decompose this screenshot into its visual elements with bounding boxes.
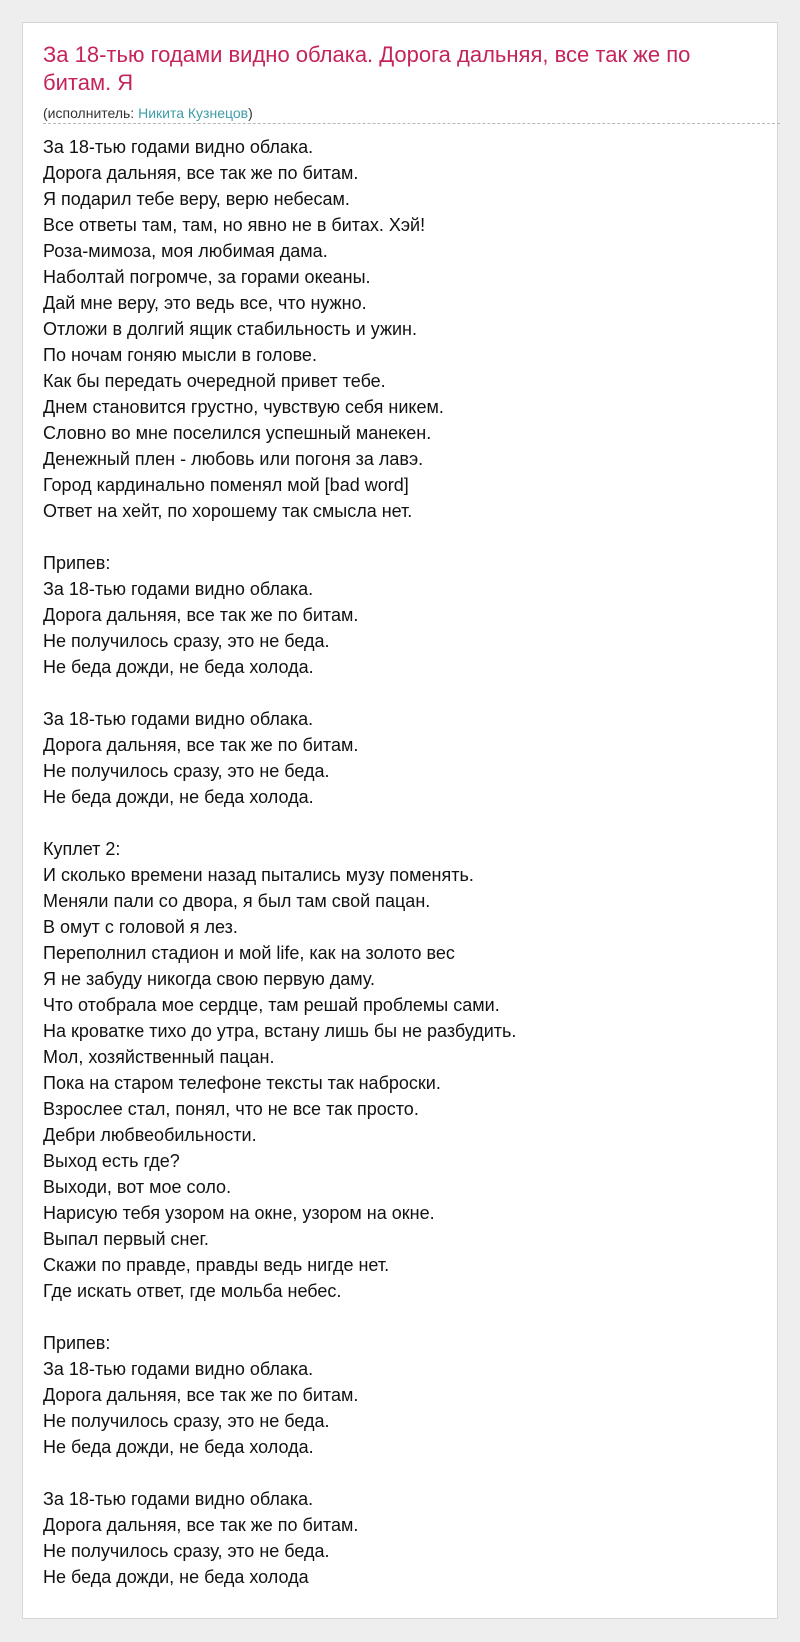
lyrics-line: Припев:	[43, 1333, 111, 1353]
lyrics-line: Не получилось сразу, это не беда.	[43, 631, 330, 651]
lyrics-line: Пока на старом телефоне тексты так наброски.	[43, 1073, 441, 1093]
lyrics-line: Мол, хозяйственный пацан.	[43, 1047, 275, 1067]
lyrics-line: И сколько времени назад пытались музу поменять.	[43, 865, 474, 885]
title-divider	[43, 123, 780, 124]
lyrics-line: Припев:	[43, 553, 111, 573]
lyrics-line: Денежный плен - любовь или погоня за лавэ.	[43, 449, 424, 469]
lyrics-blank-line	[43, 810, 743, 836]
lyrics-line: Переполнил стадион и мой life, как на золото вес	[43, 943, 455, 963]
lyrics-line: Взрослее стал, понял, что не все так просто.	[43, 1099, 419, 1119]
lyrics-line: Днем становится грустно, чувствую себя никем.	[43, 397, 444, 417]
lyrics-line: За 18-тью годами видно облака.	[43, 579, 314, 599]
lyrics-line: Не беда дожди, не беда холода.	[43, 657, 314, 677]
lyrics-line: Я подарил тебе веру, верю небесам.	[43, 189, 350, 209]
lyrics-line: Не беда дожди, не беда холода.	[43, 787, 314, 807]
lyrics-line: В омут с головой я лез.	[43, 917, 238, 937]
lyrics-line: Дорога дальняя, все так же по битам.	[43, 735, 359, 755]
lyrics-line: Не беда дожди, не беда холода.	[43, 1437, 314, 1457]
lyrics-line: За 18-тью годами видно облака.	[43, 137, 314, 157]
lyrics-line: Дорога дальняя, все так же по битам.	[43, 163, 359, 183]
lyrics-line: Меняли пали со двора, я был там свой пацан.	[43, 891, 431, 911]
lyrics-blank-line	[43, 680, 743, 706]
performer-link[interactable]: Никита Кузнецов	[138, 105, 249, 121]
lyrics-line: Куплет 2:	[43, 839, 121, 859]
lyrics-line: Словно во мне поселился успешный манекен.	[43, 423, 432, 443]
lyrics-line: Выход есть где?	[43, 1151, 180, 1171]
lyrics-line: Что отобрала мое сердце, там решай проблемы сами.	[43, 995, 500, 1015]
lyrics-line: Где искать ответ, где мольба небес.	[43, 1281, 342, 1301]
lyrics-line: Дорога дальняя, все так же по битам.	[43, 605, 359, 625]
performer-line	[43, 104, 253, 122]
lyrics-line: За 18-тью годами видно облака.	[43, 1489, 314, 1509]
lyrics-line: Не получилось сразу, это не беда.	[43, 761, 330, 781]
lyrics-line: Город кардинально поменял мой [bad word]	[43, 475, 409, 495]
lyrics-line: Нарисую тебя узором на окне, узором на окне.	[43, 1203, 435, 1223]
lyrics-card	[22, 22, 778, 1619]
lyrics-line: Скажи по правде, правды ведь нигде нет.	[43, 1255, 390, 1275]
lyrics-line: Наболтай погромче, за горами океаны.	[43, 267, 371, 287]
lyrics-line: Ответ на хейт, по хорошему так смысла нет.	[43, 501, 413, 521]
performer-prefix: (исполнитель:	[43, 105, 139, 121]
song-title: За 18-тью годами видно облака. Дорога дальняя, все так же по битам. Я	[43, 42, 691, 95]
lyrics-line: Отложи в долгий ящик стабильность и ужин.	[43, 319, 417, 339]
lyrics-line: Не получилось сразу, это не беда.	[43, 1541, 330, 1561]
lyrics-blank-line	[43, 1460, 743, 1486]
lyrics-line: Дай мне веру, это ведь все, что нужно.	[43, 293, 367, 313]
lyrics-line: Роза-мимоза, моя любимая дама.	[43, 241, 328, 261]
performer-suffix: )	[248, 105, 253, 121]
lyrics-line: Я не забуду никогда свою первую даму.	[43, 969, 375, 989]
lyrics-line: Дорога дальняя, все так же по битам.	[43, 1515, 359, 1535]
lyrics-line: Дорога дальняя, все так же по битам.	[43, 1385, 359, 1405]
lyrics-line: По ночам гоняю мысли в голове.	[43, 345, 317, 365]
lyrics-line: Не получилось сразу, это не беда.	[43, 1411, 330, 1431]
lyrics-line: Выходи, вот мое соло.	[43, 1177, 232, 1197]
lyrics-line: За 18-тью годами видно облака.	[43, 1359, 314, 1379]
lyrics-blank-line	[43, 524, 743, 550]
lyrics-line: На кроватке тихо до утра, встану лишь бы не разбудить.	[43, 1021, 517, 1041]
lyrics-text	[43, 134, 743, 1590]
lyrics-line: Дебри любвеобильности.	[43, 1125, 257, 1145]
lyrics-line: Выпал первый снег.	[43, 1229, 209, 1249]
lyrics-line: Не беда дожди, не беда холода	[43, 1567, 309, 1587]
lyrics-line: За 18-тью годами видно облака.	[43, 709, 314, 729]
lyrics-line: Все ответы там, там, но явно не в битах. Хэй!	[43, 215, 426, 235]
lyrics-line: Как бы передать очередной привет тебе.	[43, 371, 386, 391]
lyrics-blank-line	[43, 1304, 743, 1330]
